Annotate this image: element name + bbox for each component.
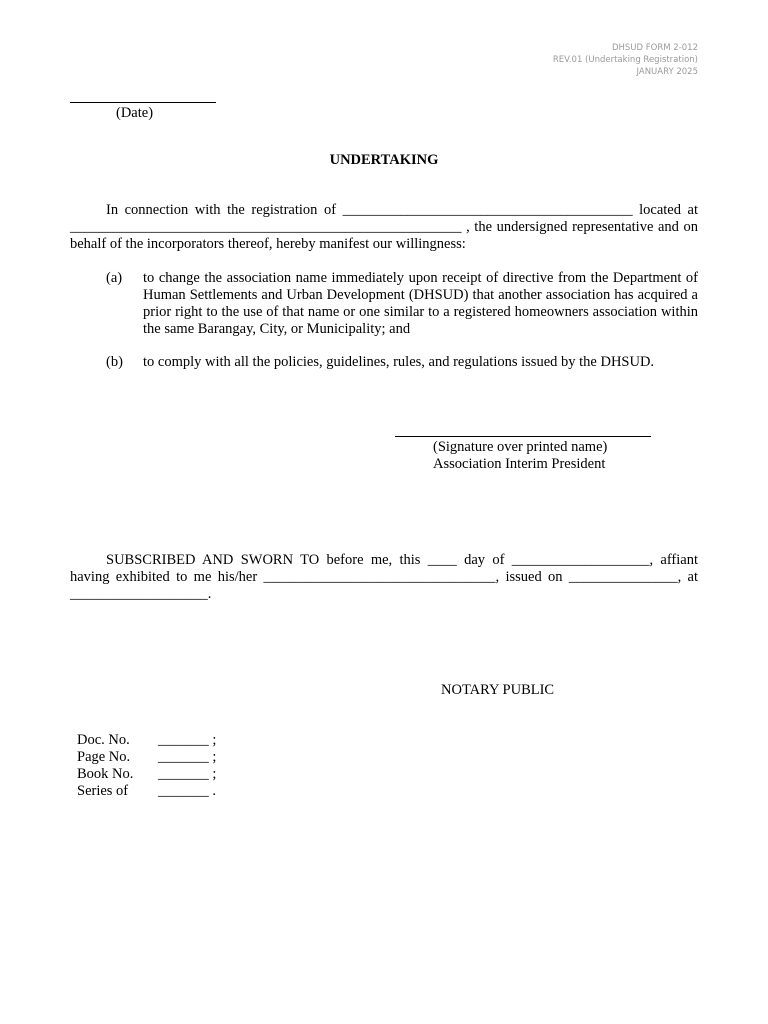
form-code-revision: REV.01 (Undertaking Registration) <box>552 55 698 65</box>
jurat-text: SUBSCRIBED AND SWORN TO before me, this ____ day of ___________________, affiant having exhibited to me his/her ________________________________, issued on _______________, at ___________________. <box>70 552 698 602</box>
signature-caption: (Signature over printed name) <box>433 439 608 455</box>
signature-position: Association Interim President <box>433 456 606 472</box>
notary-public-label: NOTARY PUBLIC <box>441 682 555 698</box>
list-item <box>106 270 698 338</box>
list-marker: (a) <box>106 270 123 286</box>
list-marker: (b) <box>106 354 123 370</box>
doc-ref-label: Book No. <box>77 766 134 782</box>
list-text: to change the association name immediately upon receipt of directive from the Department of Human Settlements and Urban Development (DHSUD) that another association has acquired a prior right to the use of that name or one similar to a registered homeowners association within the same Barangay, City, or Municipality; and <box>143 270 698 337</box>
jurat-paragraph <box>70 552 698 603</box>
doc-ref-value[interactable]: _______ ; <box>158 766 217 782</box>
date-label: (Date) <box>116 105 154 121</box>
intro-paragraph <box>70 202 698 253</box>
form-code-number: DHSUD FORM 2-012 <box>611 43 698 53</box>
date-blank-line[interactable] <box>70 86 216 103</box>
signature-block <box>395 436 651 473</box>
doc-ref-value[interactable]: _______ . <box>158 783 216 799</box>
form-code-header <box>553 42 698 78</box>
list-text: to comply with all the policies, guidelines, rules, and regulations issued by the DHSUD. <box>143 354 655 370</box>
signature-line[interactable] <box>395 436 651 437</box>
table-row <box>77 732 216 749</box>
table-row <box>77 766 216 783</box>
table-row <box>77 749 216 766</box>
doc-ref-label: Series of <box>77 783 129 799</box>
undertaking-item-b <box>106 354 698 388</box>
doc-ref-value[interactable]: _______ ; <box>158 732 217 748</box>
doc-ref-label: Doc. No. <box>77 732 130 748</box>
form-code-date: JANUARY 2025 <box>636 67 698 77</box>
document-title: UNDERTAKING <box>329 152 439 168</box>
date-block <box>70 86 216 122</box>
doc-ref-value[interactable]: _______ ; <box>158 749 217 765</box>
intro-text: In connection with the registration of ________________________________________ located at ______________________________________________________ , the undersigned representative and on behalf of the incorporators thereof, hereby manifest our willingness: <box>70 202 698 252</box>
notarial-register-table <box>77 732 216 800</box>
table-row <box>77 783 216 800</box>
list-item <box>106 354 698 371</box>
undertaking-item-a <box>106 270 698 355</box>
doc-ref-label: Page No. <box>77 749 131 765</box>
